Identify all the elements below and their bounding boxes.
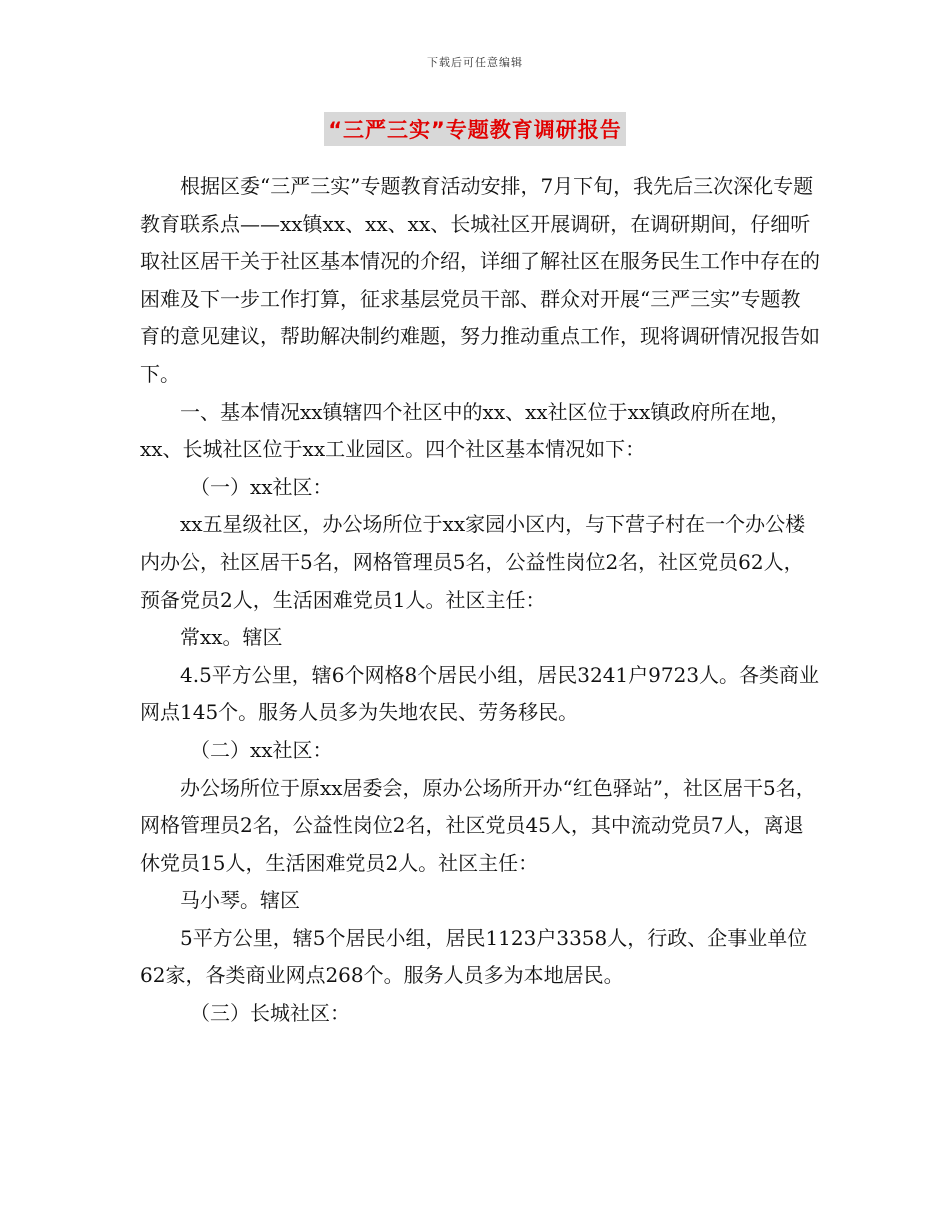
community2-paragraph-1: 办公场所位于原xx居委会，原办公场所开办“红色驿站”，社区居干5名，网格管理员2名，公益性岗位2名，社区党员45人，其中流动党员7人，离退休党员15人，生活困难党员2人。社区主任： [140,775,816,875]
header-note: 下载后可任意编辑 [427,56,523,69]
community2-paragraph-3: 5平方公里，辖5个居民小组，居民1123户3358人，行政、企事业单位62家，各类商业网点268个。服务人员多为本地居民。 [140,925,808,988]
community3-heading: （三）长城社区： [190,1001,350,1026]
document-body [140,168,820,1033]
section1-paragraph: 一、基本情况xx镇辖四个社区中的xx、xx社区位于xx镇政府所在地，xx、长城社区位于xx工业园区。四个社区基本情况如下： [140,399,791,462]
intro-paragraph: 根据区委“三严三实”专题教育活动安排，7月下旬，我先后三次深化专题教育联系点——xx镇xx、xx、xx、长城社区开展调研，在调研期间，仔细听取社区居干关于社区基本情况的介绍，详细了解社区在服务民生工作中存在的困难及下一步工作打算，征求基层党员干部、群众对开展“三严三实”专题教育的意见建议，帮助解决制约难题，努力推动重点工作，现将调研情况报告如下。 [140,174,820,386]
community1-paragraph-2: 常xx。辖区 [180,625,283,650]
community1-paragraph-1: xx五星级社区，办公场所位于xx家园小区内，与下营子村在一个办公楼内办公，社区居干5名，网格管理员5名，公益性岗位2名，社区党员62人，预备党员2人，生活困难党员1人。社区主任： [140,512,806,612]
document-title: “三严三实”专题教育调研报告 [324,112,626,146]
community1-paragraph-3: 4.5平方公里，辖6个网格8个居民小组，居民3241户9723人。各类商业网点145个。服务人员多为失地农民、劳务移民。 [140,662,820,725]
title-container [0,112,950,146]
community2-paragraph-2: 马小琴。辖区 [180,888,300,913]
community2-heading: （二）xx社区： [190,737,333,762]
community1-heading: （一）xx社区： [190,474,333,499]
